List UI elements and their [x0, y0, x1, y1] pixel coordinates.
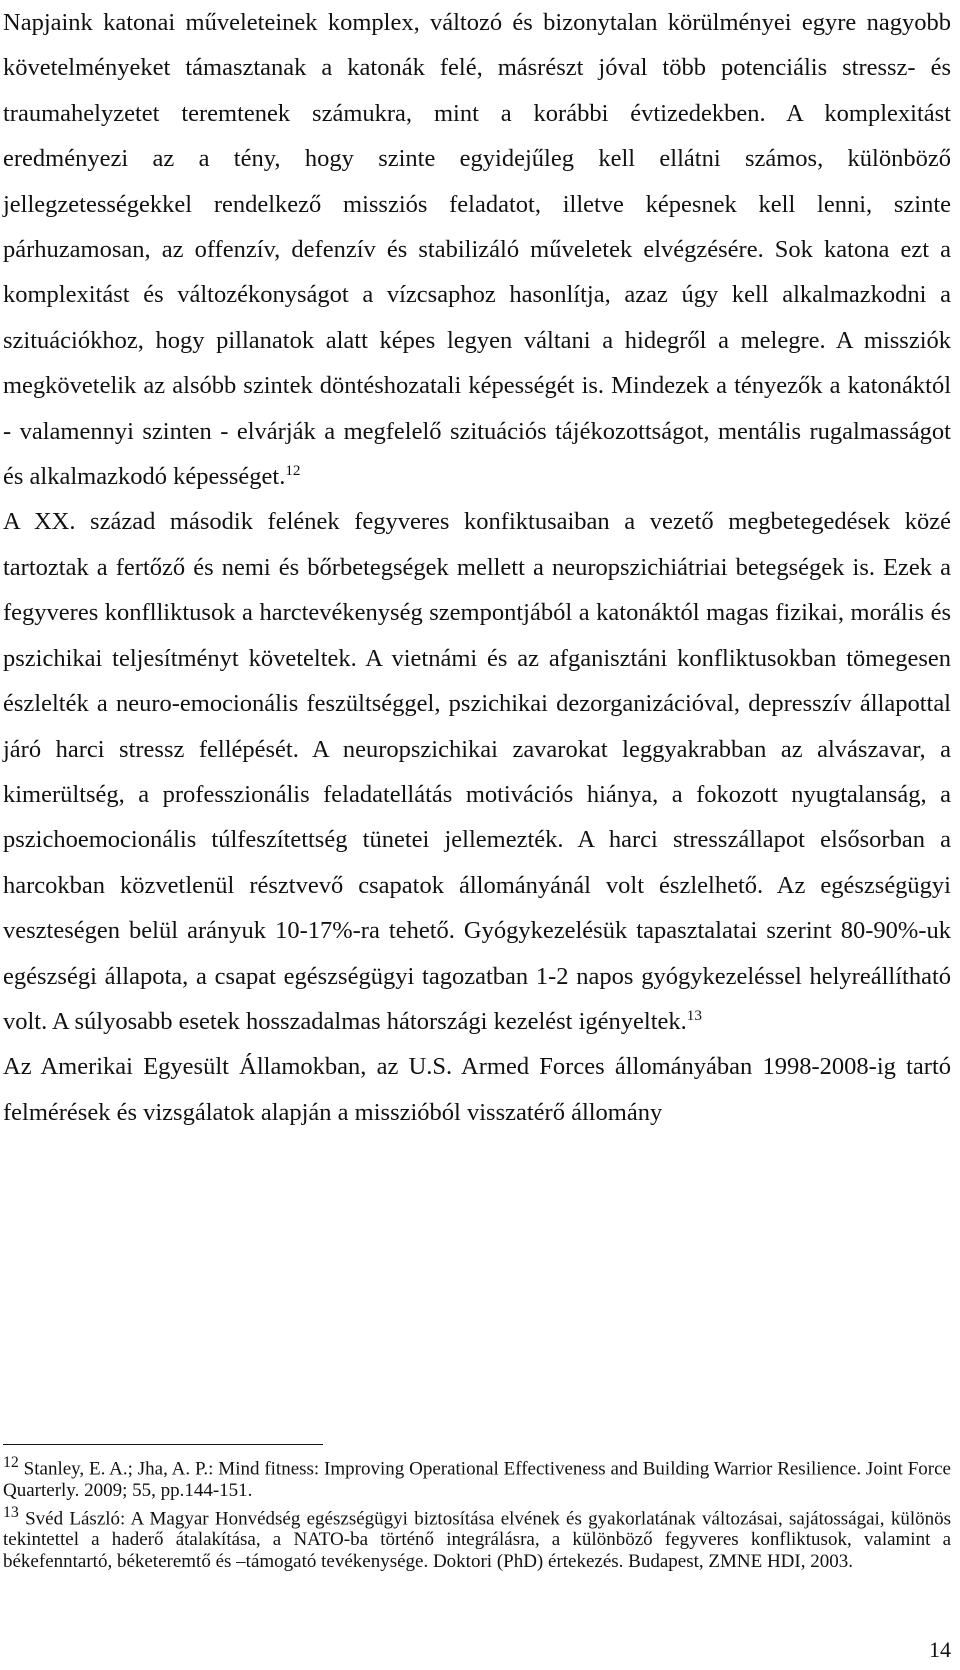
footnote-ref-13: 13 [686, 1006, 702, 1024]
footnote-ref-12: 12 [285, 461, 301, 479]
paragraph-3-text: Az Amerikai Egyesült Államokban, az U.S. Armed Forces állományában 1998-2008-ig tartó felmérések és vizsgálatok alapján a misszióból visszatérő állomány [3, 1053, 951, 1126]
footnote-12 [3, 1452, 951, 1502]
page-number: 14 [929, 1637, 951, 1662]
footnotes [3, 1452, 951, 1573]
footnote-number: 12 [3, 1454, 19, 1471]
footnote-number: 13 [3, 1503, 19, 1521]
footnote-13 [3, 1502, 951, 1573]
footnote-text: Svéd László: A Magyar Honvédség egészségügyi biztosítása elvének és gyakorlatának változásai, sajátosságai, különös tekintettel a haderő átalakítása, a NATO-ba történő integrálásra, a különböző fegyveres konfliktusok, valamint a békefenntartó, béketeremtő és –támogató tevékenysége. Doktori (PhD) értekezés. Budapest, ZMNE HDI, 2003. [3, 1507, 951, 1573]
paragraph-3 [3, 1044, 951, 1135]
paragraph-2 [3, 499, 951, 1044]
body-text [3, 0, 951, 1135]
footnote-text: Stanley, E. A.; Jha, A. P.: Mind fitness: Improving Operational Effectiveness and Building Warrior Resilience. Joint Force Quarterly. 2009; 55, pp.144-151. [3, 1458, 951, 1501]
paragraph-1-text: Napjaink katonai műveleteinek komplex, változó és bizonytalan körülményei egyre nagyobb követelményeket támasztanak a katonák felé, másrészt jóval több potenciális stressz- és traumahelyzetet teremtenek számukra, mint a korábbi évtizedekben. A komplexitást eredményezi az a tény, hogy szinte egyidejűleg kell ellátni számos, különböző jellegzetességekkel rendelkező missziós feladatot, illetve képesnek kell lenni, szinte párhuzamosan, az offenzív, defenzív és stabilizáló műveletek elvégzésére. Sok katona ezt a komplexitást és változékonyságot a vízcsaphoz hasonlítja, azaz úgy kell alkalmazkodni a szituációkhoz, hogy pillanatok alatt képes legyen váltani a hidegről a melegre. A missziók megkövetelik az alsóbb szintek döntéshozatali képességét is. Mindezek a tényezők a katonáktól - valamennyi szinten - elvárják a megfelelő szituációs tájékozottságot, mentális rugalmasságot és alkalmazkodó képességet. [3, 9, 951, 491]
paragraph-2-text: A XX. század második felének fegyveres konfiktusaiban a vezető megbetegedések közé tartoztak a fertőző és nemi és bőrbetegségek mellett a neuropszichiátriai betegségek is. Ezek a fegyveres konflliktusok a harctevékenység szempontjából a katonáktól magas fizikai, morális és pszichikai teljesítményt követeltek. A vietnámi és az afganisztáni konfliktusokban tömegesen észlelték a neuro-emocionális feszültséggel, pszichikai dezorganizációval, depresszív állapottal járó harci stressz fellépését. A neuropszichikai zavarokat leggyakrabban az alvászavar, a kimerültség, a professzionális feladatellátás motivációs hiánya, a fokozott nyugtalanság, a pszichoemocionális túlfeszítettség tünetei jellemezték. A harci stresszállapot elsősorban a harcokban közvetlenül résztvevő csapatok állományánál volt észlelhető. Az egészségügyi veszteségen belül arányuk 10-17%-ra tehető. Gyógykezelésük tapasztalatai szerint 80-90%-uk egészségi állapota, a csapat egészségügyi tagozatban 1-2 napos gyógykezeléssel helyreállítható volt. A súlyosabb esetek hosszadalmas hátországi kezelést igényeltek. [3, 508, 951, 1035]
paragraph-1 [3, 0, 951, 499]
footnote-separator [3, 1444, 323, 1445]
